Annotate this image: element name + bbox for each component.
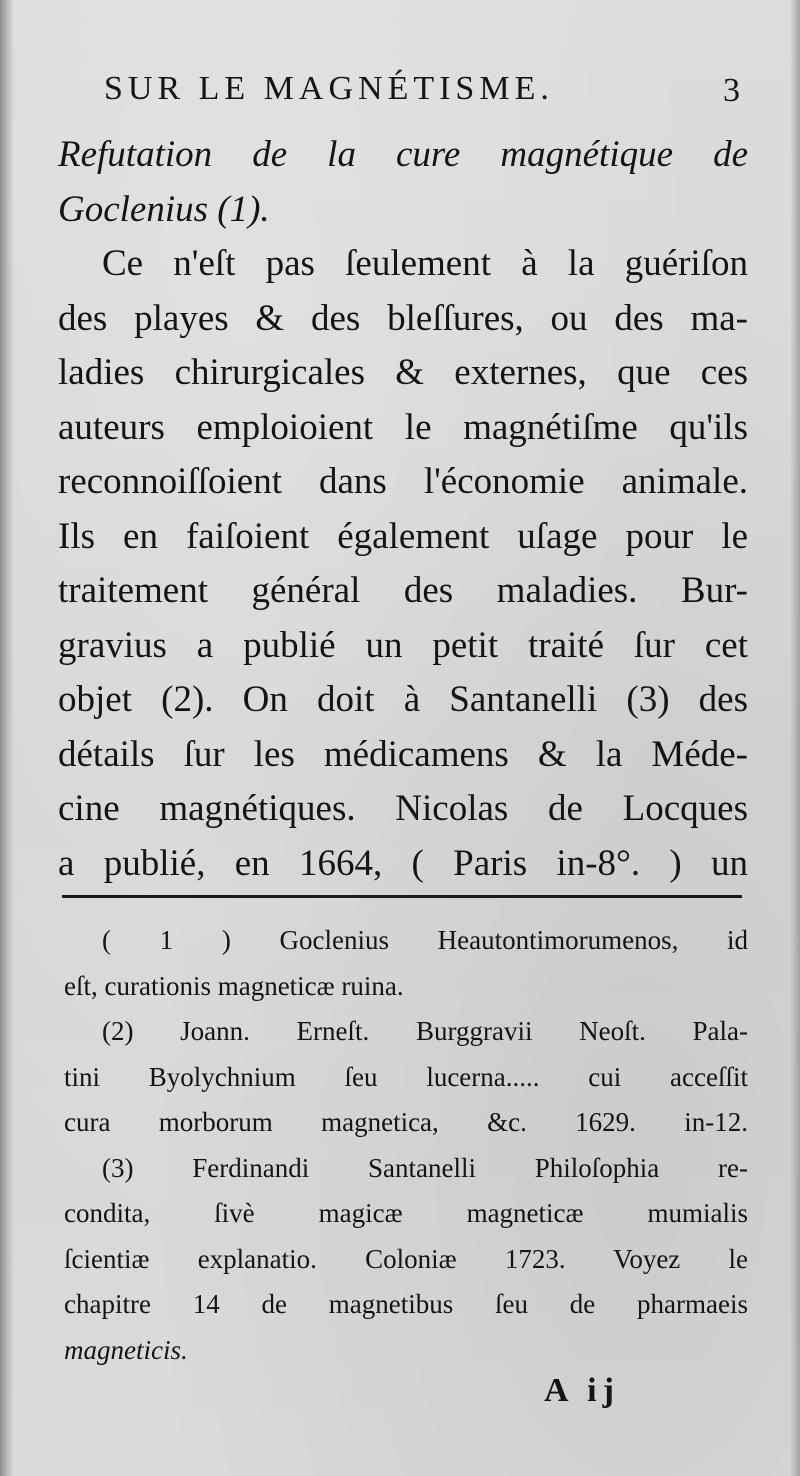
page-edge-shadow [0, 0, 14, 1476]
footnote-separator-rule [62, 895, 742, 898]
text-line: objet (2). On doit à Santanelli (3) des [58, 679, 748, 720]
page-number: 3 [723, 72, 740, 109]
footnotes [64, 918, 748, 1373]
footnote-line: magneticis. [64, 1334, 188, 1365]
section-heading-line: Refutation de la cure magnétique de [58, 134, 748, 175]
text-line: des playes & des bleſſures, ou des ma- [58, 297, 748, 339]
footnote-line: condita, ſivè magicæ magneticæ mumialis [64, 1198, 748, 1228]
text-line: Ils en faiſoient également uſage pour le [58, 515, 748, 557]
footnote-line: ſcientiæ explanatio. Coloniæ 1723. Voyez le [64, 1243, 748, 1274]
page-header [104, 66, 744, 122]
text-line: ladies chirurgicales & externes, que ces [58, 352, 748, 393]
footnote-line: (2) Joann. Erneſt. Burggravii Neoſt. Pala- [102, 1016, 748, 1046]
section-heading-line: Goclenius (1). [58, 188, 270, 230]
footnote-line: chapitre 14 de magnetibus ſeu de pharmaeis [64, 1289, 748, 1319]
text-line: cine magnétiques. Nicolas de Locques [58, 788, 748, 829]
text-line: reconnoiſſoient dans l'économie animale. [58, 461, 748, 502]
text-line: a publié, en 1664, ( Paris in-8°. ) un [58, 842, 748, 884]
text-line: auteurs emploioient le magnétiſme qu'ils [58, 406, 748, 448]
text-line: gravius a publié un petit traité ſur cet [58, 624, 748, 666]
footnote-line: ( 1 ) Goclenius Heautontimorumenos, id [102, 925, 748, 955]
footnote-line: tini Byolychnium ſeu lucerna..... cui acceſſit [64, 1061, 748, 1092]
running-head: SUR LE MAGNÉTISME. [104, 70, 554, 107]
footnote-line: (3) Ferdinandi Santanelli Philoſophia re- [102, 1152, 748, 1183]
text-line: détails ſur les médicamens & la Méde- [58, 733, 748, 775]
footnote-line: cura morborum magnetica, &c. 1629. in-12. [64, 1107, 748, 1137]
page-edge-shadow-right [790, 0, 800, 1476]
signature-mark: A ij [544, 1372, 620, 1409]
main-text [58, 128, 748, 891]
footnote-line: eſt, curationis magneticæ ruina. [64, 970, 404, 1001]
text-line: Ce n'eſt pas ſeulement à la guériſon [102, 243, 748, 284]
text-line: traitement général des maladies. Bur- [58, 570, 748, 611]
